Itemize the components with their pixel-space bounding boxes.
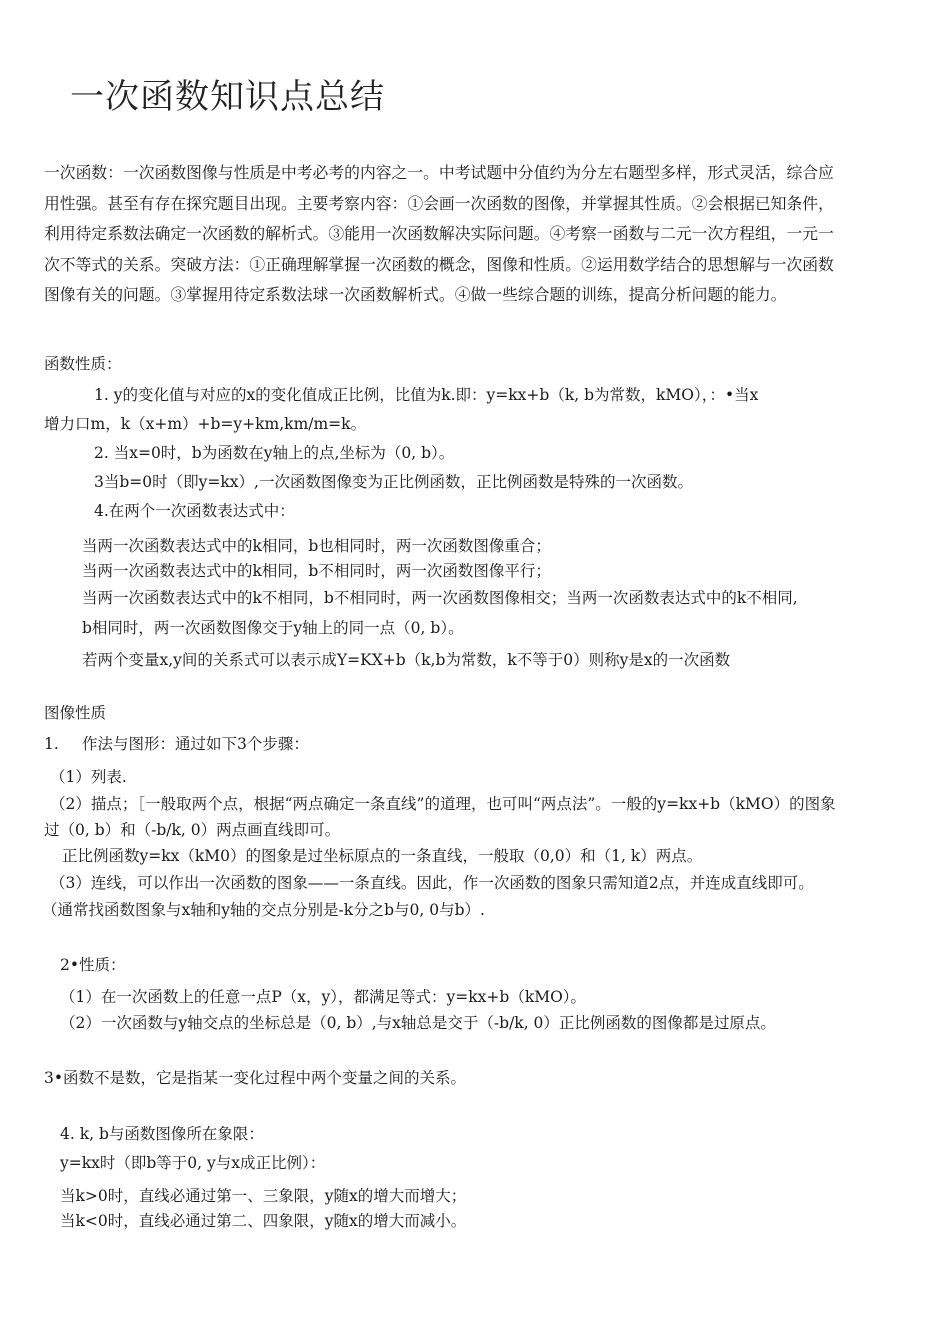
step-list-table: （1）列表. [50, 768, 127, 786]
property-point-on-line: （1）在一次函数上的任意一点P（x，y），都满足等式：y=kx+b（kMO）。 [60, 988, 587, 1006]
intro-line: 图像有关的问题。③掌握用待定系数法球一次函数解析式。④做一些综合题的训练，提高分析问题的能力。 [44, 285, 787, 304]
k-positive-rule: 当k>0时，直线必通过第一、三象限，y随x的增大而增大； [60, 1187, 467, 1205]
intro-line: 一次函数：一次函数图像与性质是中考必考的内容之一。中考试题中分值约为分左右题型多样，形式灵活，综合应 [44, 163, 834, 182]
step-plot-points-a: （2）描点；［一般取两个点，根据“两点确定一条直线”的道理，也可叫“两点法”。一般的y=kx+b（kMO）的图象 [50, 795, 836, 813]
section-heading-graph-properties: 图像性质 [44, 704, 107, 722]
property-1-line-a: 1. y的变化值与对应的x的变化值成正比例，比值为k.即：y=kx+b（k, b为常数，kMO），：•当x [94, 386, 759, 404]
step-1-number: 1. [44, 735, 59, 753]
step-connect-b: （通常找函数图象与x轴和y轴的交点分别是-k分之b与0, 0与b）. [42, 901, 485, 919]
intro-line: 利用待定系数法确定一次函数的解析式。③能用一次函数解决实际问题。④考察一函数与二元一次方程组，一元一 [44, 224, 834, 243]
section-4-heading: 4. k, b与函数图像所在象限： [60, 1125, 264, 1143]
case-same-intercept: b相同时，两一次函数图像交于y轴上的同一点（0, b）。 [82, 619, 464, 637]
definition-line: 若两个变量x,y间的关系式可以表示成Y=KX+b（k,b为常数，k不等于0）则称y是x的一次函数 [82, 651, 731, 669]
property-4: 4.在两个一次函数表达式中： [94, 502, 295, 520]
property-intercepts: （2）一次函数与y轴交点的坐标总是（0, b）,与x轴总是交于（-b/k, 0）正比例函数的图像都是过原点。 [60, 1014, 776, 1032]
property-1-line-b: 增力口m，k（x+m）+b=y+km,km/m=k。 [44, 415, 367, 433]
section-3-text: 3•函数不是数，它是指某一变化过程中两个变量之间的关系。 [44, 1069, 467, 1087]
property-3: 3当b=0时（即y=kx）,一次函数图像变为正比例函数，正比例函数是特殊的一次函数。 [94, 473, 693, 491]
intro-line: 用性强。甚至有存在探究题目出现。主要考察内容：①会画一次函数的图像，并掌握其性质。②会根据已知条件， [44, 193, 834, 213]
intro-paragraph [44, 158, 896, 311]
step-1-text: 作法与图形：通过如下3个步骤： [82, 735, 309, 753]
case-coincide: 当两一次函数表达式中的k相同，b也相同时，两一次函数图像重合； [82, 537, 551, 555]
section-2-heading: 2•性质： [60, 956, 126, 974]
page-title: 一次函数知识点总结 [70, 77, 385, 117]
property-2: 2. 当x=0时，b为函数在y轴上的点,坐标为（0, b）。 [94, 444, 455, 462]
case-intersect: 当两一次函数表达式中的k不相同，b不相同时，两一次函数图像相交；当两一次函数表达式中的k不相同, [82, 589, 798, 607]
step-plot-points-c: 正比例函数y=kx（kM0）的图象是过坐标原点的一条直线，一般取（0,0）和（1, k）两点。 [62, 847, 703, 865]
case-parallel: 当两一次函数表达式中的k相同，b不相同时，两一次函数图像平行； [82, 562, 551, 580]
k-negative-rule: 当k<0时，直线必通过第二、四象限，y随x的增大而减小。 [60, 1212, 467, 1230]
step-plot-points-b: 过（0, b）和（-b/k, 0）两点画直线即可。 [44, 821, 341, 839]
section-heading-function-properties: 函数性质： [44, 355, 122, 373]
proportional-case: y=kx时（即b等于0, y与x成正比例）： [60, 1154, 326, 1172]
intro-line: 次不等式的关系。突破方法：①正确理解掌握一次函数的概念，图像和性质。②运用数学结合的思想解与一次函数 [44, 254, 834, 274]
step-connect-a: （3）连线，可以作出一次函数的图象——一条直线。因此，作一次函数的图象只需知道2点，并连成直线即可。 [50, 874, 814, 892]
